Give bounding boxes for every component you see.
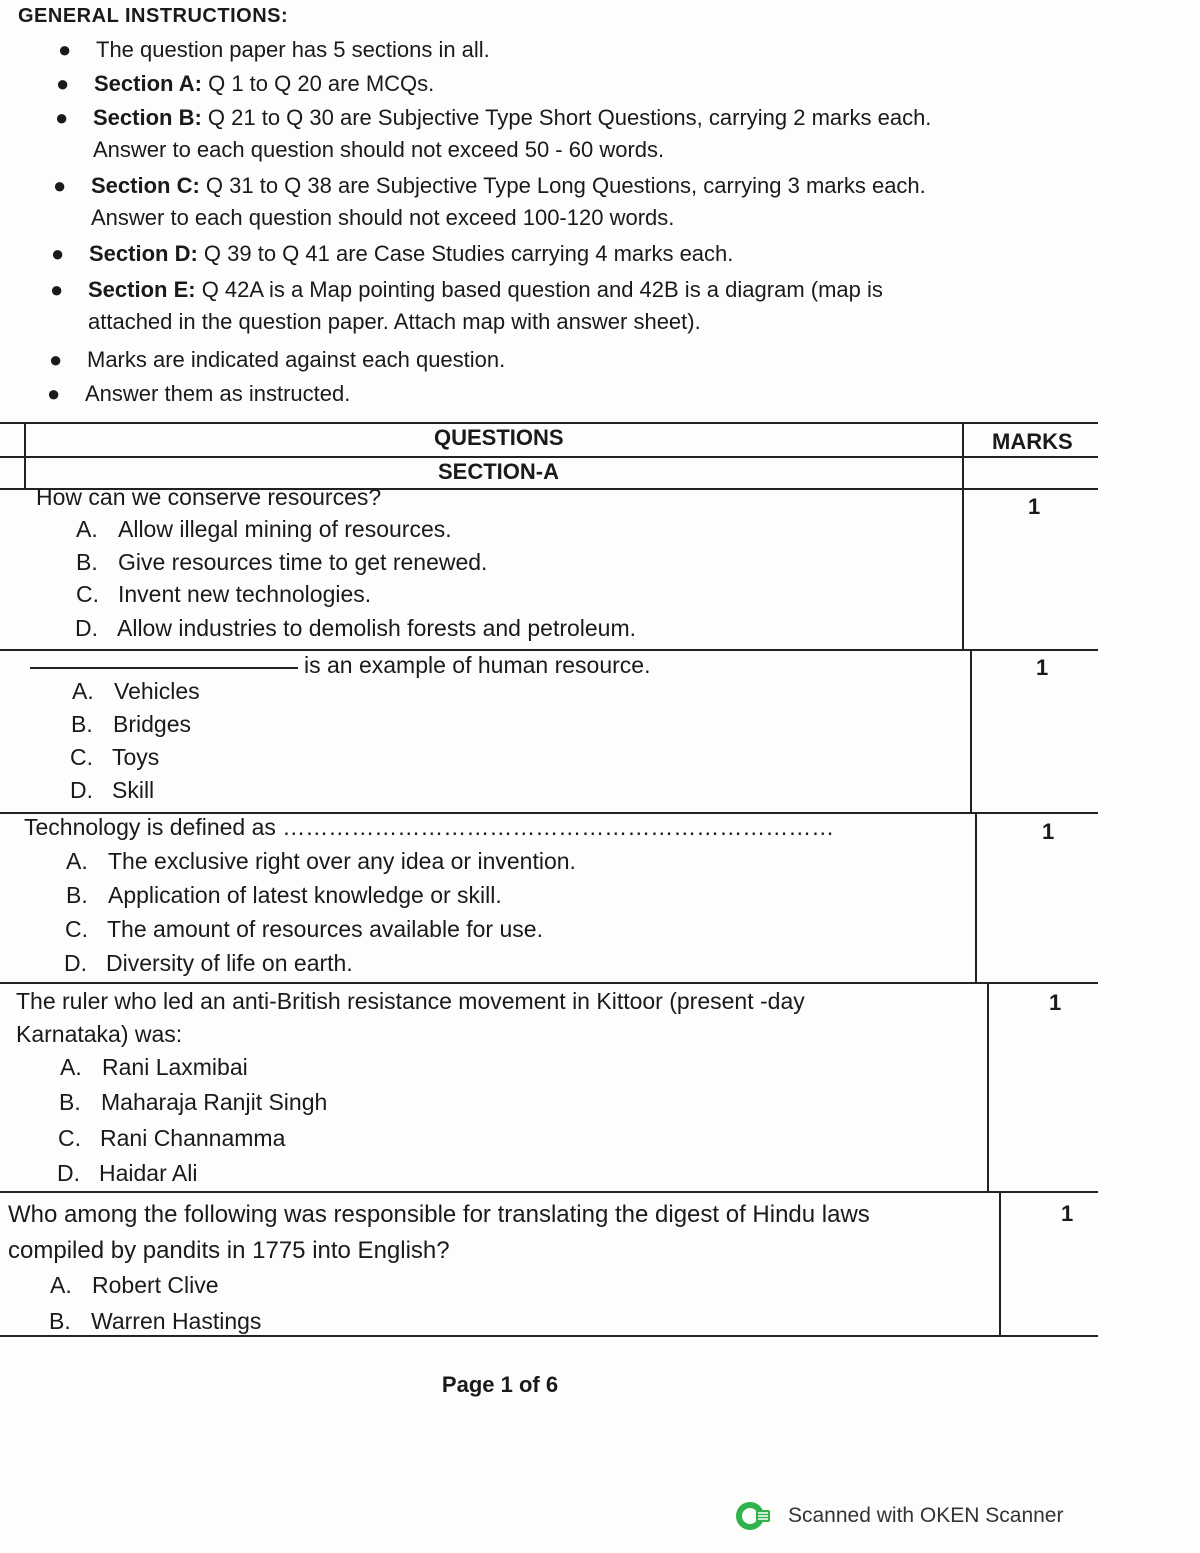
instruction-text: Q 39 to Q 41 are Case Studies carrying 4 marks each. (197, 241, 734, 266)
option-text: Application of latest knowledge or skill. (108, 882, 502, 908)
option-letter: A. (72, 678, 94, 704)
bullet-icon: ● (55, 105, 69, 130)
marks-header: MARKS (992, 429, 1073, 454)
instruction-item (55, 102, 932, 166)
bullet-icon: ● (58, 37, 72, 62)
instruction-bold: Section D: (89, 241, 198, 266)
instruction-text: The question paper has 5 sections in all. (96, 37, 490, 62)
option-text: Allow illegal mining of resources. (118, 516, 452, 542)
question-text: Technology is defined as ……………………………………………………………… (24, 814, 835, 840)
bullet-icon: ● (47, 381, 61, 406)
option (71, 711, 191, 738)
instructions-heading: GENERAL INSTRUCTIONS: (18, 5, 289, 22)
option-text: Maharaja Ranjit Singh (101, 1089, 328, 1115)
option-text: Toys (112, 744, 160, 770)
instruction-item (58, 34, 490, 66)
question-marks: 1 (1028, 494, 1041, 519)
option-letter: A. (50, 1272, 72, 1298)
question-text-fragment: is an example of human resource. (304, 652, 651, 678)
section-label: SECTION-A (438, 459, 559, 484)
option (66, 848, 576, 875)
option-letter: B. (71, 711, 93, 737)
option (76, 549, 487, 576)
instruction-bold: Section B: (93, 105, 202, 130)
instruction-item (50, 274, 883, 338)
instruction-bold: Section A: (94, 71, 202, 96)
question-text: How can we conserve resources? (36, 484, 382, 510)
instruction-item (49, 344, 506, 376)
instruction-text: Q 31 to Q 38 are Subjective Type Long Questions, carrying 3 marks each. (199, 173, 926, 198)
option-letter: D. (64, 950, 87, 976)
instruction-item (53, 170, 926, 234)
option-letter: A. (76, 516, 98, 542)
page-number: Page 1 of 6 (441, 1372, 559, 1397)
option (59, 1089, 327, 1116)
table-rule (999, 1191, 1001, 1335)
questions-table (0, 418, 1100, 1343)
option-text: Invent new technologies. (118, 581, 372, 607)
question-marks: 1 (1049, 990, 1062, 1015)
instruction-bold: Section C: (91, 173, 200, 198)
option (70, 777, 154, 804)
question-text: The ruler who led an anti-British resistance movement in Kittoor (present -day (16, 988, 805, 1014)
option-text: Give resources time to get renewed. (118, 549, 488, 575)
instruction-bold: Section E: (88, 277, 196, 302)
table-rule (0, 982, 1098, 984)
instruction-text: Answer to each question should not exceed 100-120 words. (91, 205, 675, 230)
option (49, 1308, 261, 1335)
instruction-text: Answer to each question should not exceed 50 - 60 words. (93, 137, 665, 162)
option-text: Rani Laxmibai (102, 1054, 248, 1080)
question-marks: 1 (1042, 819, 1055, 844)
table-rule (962, 422, 964, 649)
instruction-text: attached in the question paper. Attach map with answer sheet). (88, 309, 701, 334)
option-letter: B. (49, 1308, 71, 1334)
option-text: Robert Clive (92, 1272, 219, 1298)
option-letter: B. (66, 882, 88, 908)
option (58, 1125, 285, 1152)
option (70, 744, 159, 771)
option-text: The amount of resources available for use. (107, 916, 543, 942)
bullet-icon: ● (53, 173, 67, 198)
option (66, 882, 502, 909)
option (64, 950, 353, 977)
option (76, 516, 452, 543)
question-text-line2: Karnataka) was: (16, 1021, 183, 1047)
question-marks: 1 (1061, 1201, 1074, 1226)
option-text: Warren Hastings (91, 1308, 262, 1334)
option-letter: C. (58, 1125, 81, 1151)
option (75, 615, 636, 642)
instruction-text: Q 42A is a Map pointing based question and 42B is a diagram (map is (195, 277, 883, 302)
option-text: Haidar Ali (99, 1160, 198, 1186)
instruction-text: Marks are indicated against each question. (87, 347, 506, 372)
question-text: Who among the following was responsible for translating the digest of Hindu laws (8, 1201, 870, 1228)
option-letter: A. (66, 848, 88, 874)
option-letter: D. (75, 615, 98, 641)
option-letter: D. (57, 1160, 80, 1186)
option (60, 1054, 248, 1081)
option-text: Rani Channamma (100, 1125, 286, 1151)
instruction-text: Q 1 to Q 20 are MCQs. (201, 71, 435, 96)
instruction-item (56, 68, 435, 100)
question-marks: 1 (1036, 655, 1049, 680)
option-text: Vehicles (114, 678, 200, 704)
option (57, 1160, 197, 1187)
option-letter: C. (76, 581, 99, 607)
option (50, 1272, 219, 1299)
answer-blank (30, 667, 298, 669)
table-rule (0, 1335, 1098, 1337)
bullet-icon: ● (50, 277, 64, 302)
option-letter: C. (70, 744, 93, 770)
option-letter: C. (65, 916, 88, 942)
table-rule (24, 422, 26, 488)
option (72, 678, 200, 705)
option-text: Bridges (113, 711, 191, 737)
questions-header: QUESTIONS (434, 425, 564, 450)
instruction-item (51, 238, 734, 270)
scanner-watermark (736, 1500, 1063, 1532)
option-letter: A. (60, 1054, 82, 1080)
bullet-icon: ● (49, 347, 63, 372)
option (65, 916, 543, 943)
option-text: Skill (112, 777, 155, 803)
table-rule (987, 982, 989, 1191)
instruction-text: Answer them as instructed. (85, 381, 351, 406)
scanner-text: Scanned with OKEN Scanner (788, 1504, 1064, 1527)
option-letter: B. (76, 549, 98, 575)
option (76, 581, 371, 608)
table-rule (970, 649, 972, 812)
option-text: Allow industries to demolish forests and petroleum. (117, 615, 637, 641)
bullet-icon: ● (56, 71, 70, 96)
table-rule (975, 812, 977, 982)
option-letter: B. (59, 1089, 81, 1115)
instruction-text: Q 21 to Q 30 are Subjective Type Short Questions, carrying 2 marks each. (201, 105, 932, 130)
option-letter: D. (70, 777, 93, 803)
option-text: Diversity of life on earth. (106, 950, 353, 976)
bullet-icon: ● (51, 241, 65, 266)
option-text: The exclusive right over any idea or invention. (108, 848, 576, 874)
instruction-item (47, 378, 351, 410)
table-rule (0, 1191, 1098, 1193)
scanner-logo-icon (736, 1500, 774, 1532)
question-text-line2: compiled by pandits in 1775 into English? (8, 1237, 450, 1264)
